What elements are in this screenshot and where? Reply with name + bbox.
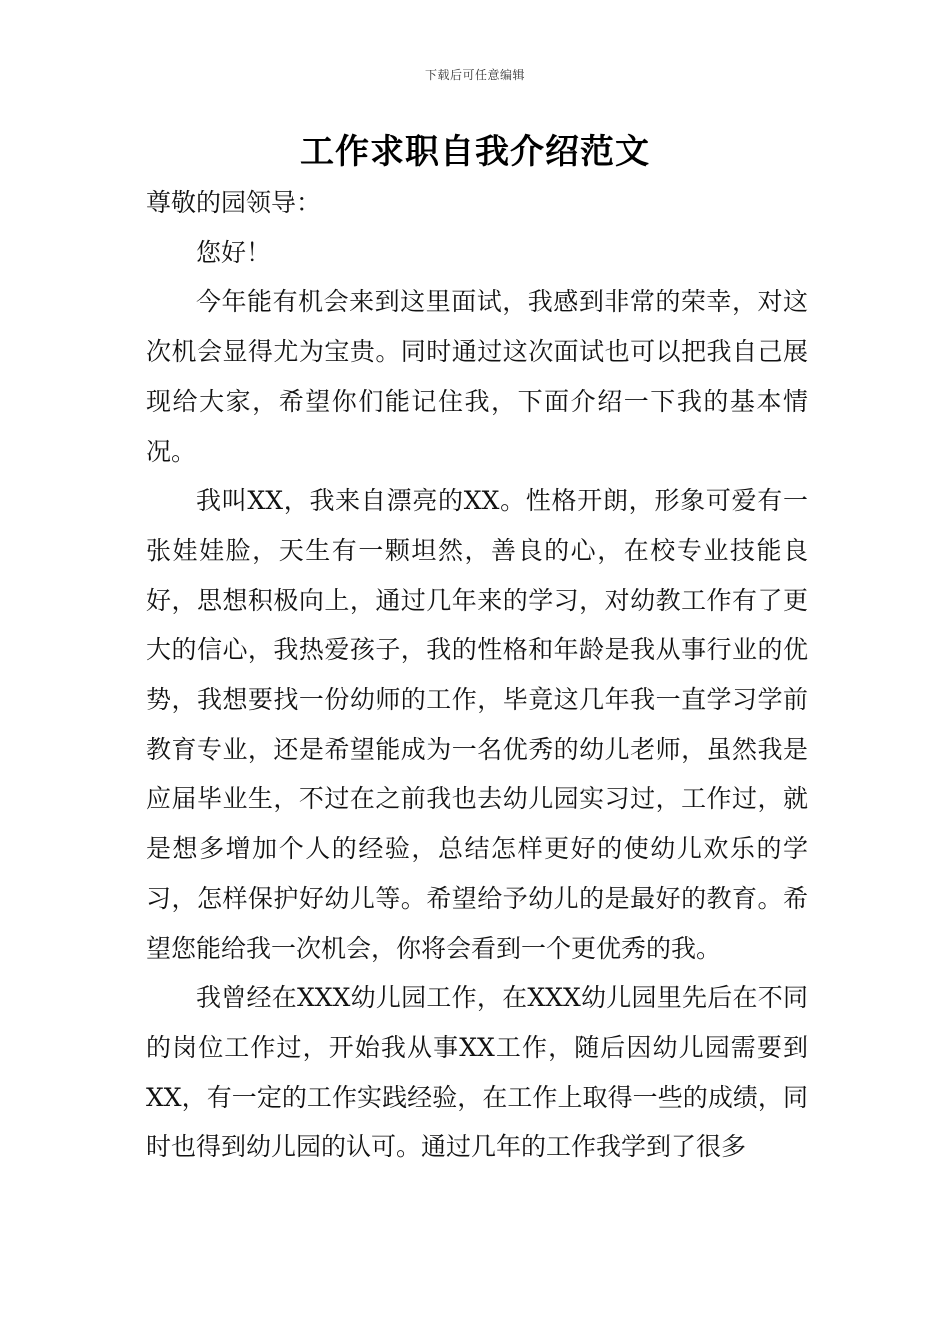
document-body bbox=[146, 178, 808, 1172]
paragraph-intro: 今年能有机会来到这里面试，我感到非常的荣幸，对这次机会显得尤为宝贵。同时通过这次面试也可以把我自己展现给大家，希望你们能记住我，下面介绍一下我的基本情况。 bbox=[146, 287, 808, 466]
salutation: 尊敬的园领导： bbox=[146, 188, 322, 217]
header-note: 下载后可任意编辑 bbox=[424, 68, 525, 82]
document-title: 工作求职自我介绍范文 bbox=[300, 132, 650, 172]
paragraph-experience: 我曾经在XXX幼儿园工作，在XXX幼儿园里先后在不同的岗位工作过，开始我从事XX工作，随后因幼儿园需要到XX，有一定的工作实践经验，在工作上取得一些的成绩，同时也得到幼儿园的认可。通过几年的工作我学到了很多 bbox=[146, 983, 808, 1162]
greeting: 您好！ bbox=[196, 237, 272, 267]
paragraph-background: 我叫XX，我来自漂亮的XX。性格开朗，形象可爱有一张娃娃脸，天生有一颗坦然，善良的心，在校专业技能良好，思想积极向上，通过几年来的学习，对幼教工作有了更大的信心，我热爱孩子，我的性格和年龄是我从事行业的优势，我想要找一份幼师的工作，毕竟这几年我一直学习学前教育专业，还是希望能成为一名优秀的幼儿老师，虽然我是应届毕业生，不过在之前我也去幼儿园实习过，工作过，就是想多增加个人的经验，总结怎样更好的使幼儿欢乐的学习，怎样保护好幼儿等。希望给予幼儿的是最好的教育。希望您能给我一次机会，你将会看到一个更优秀的我。 bbox=[146, 486, 808, 963]
